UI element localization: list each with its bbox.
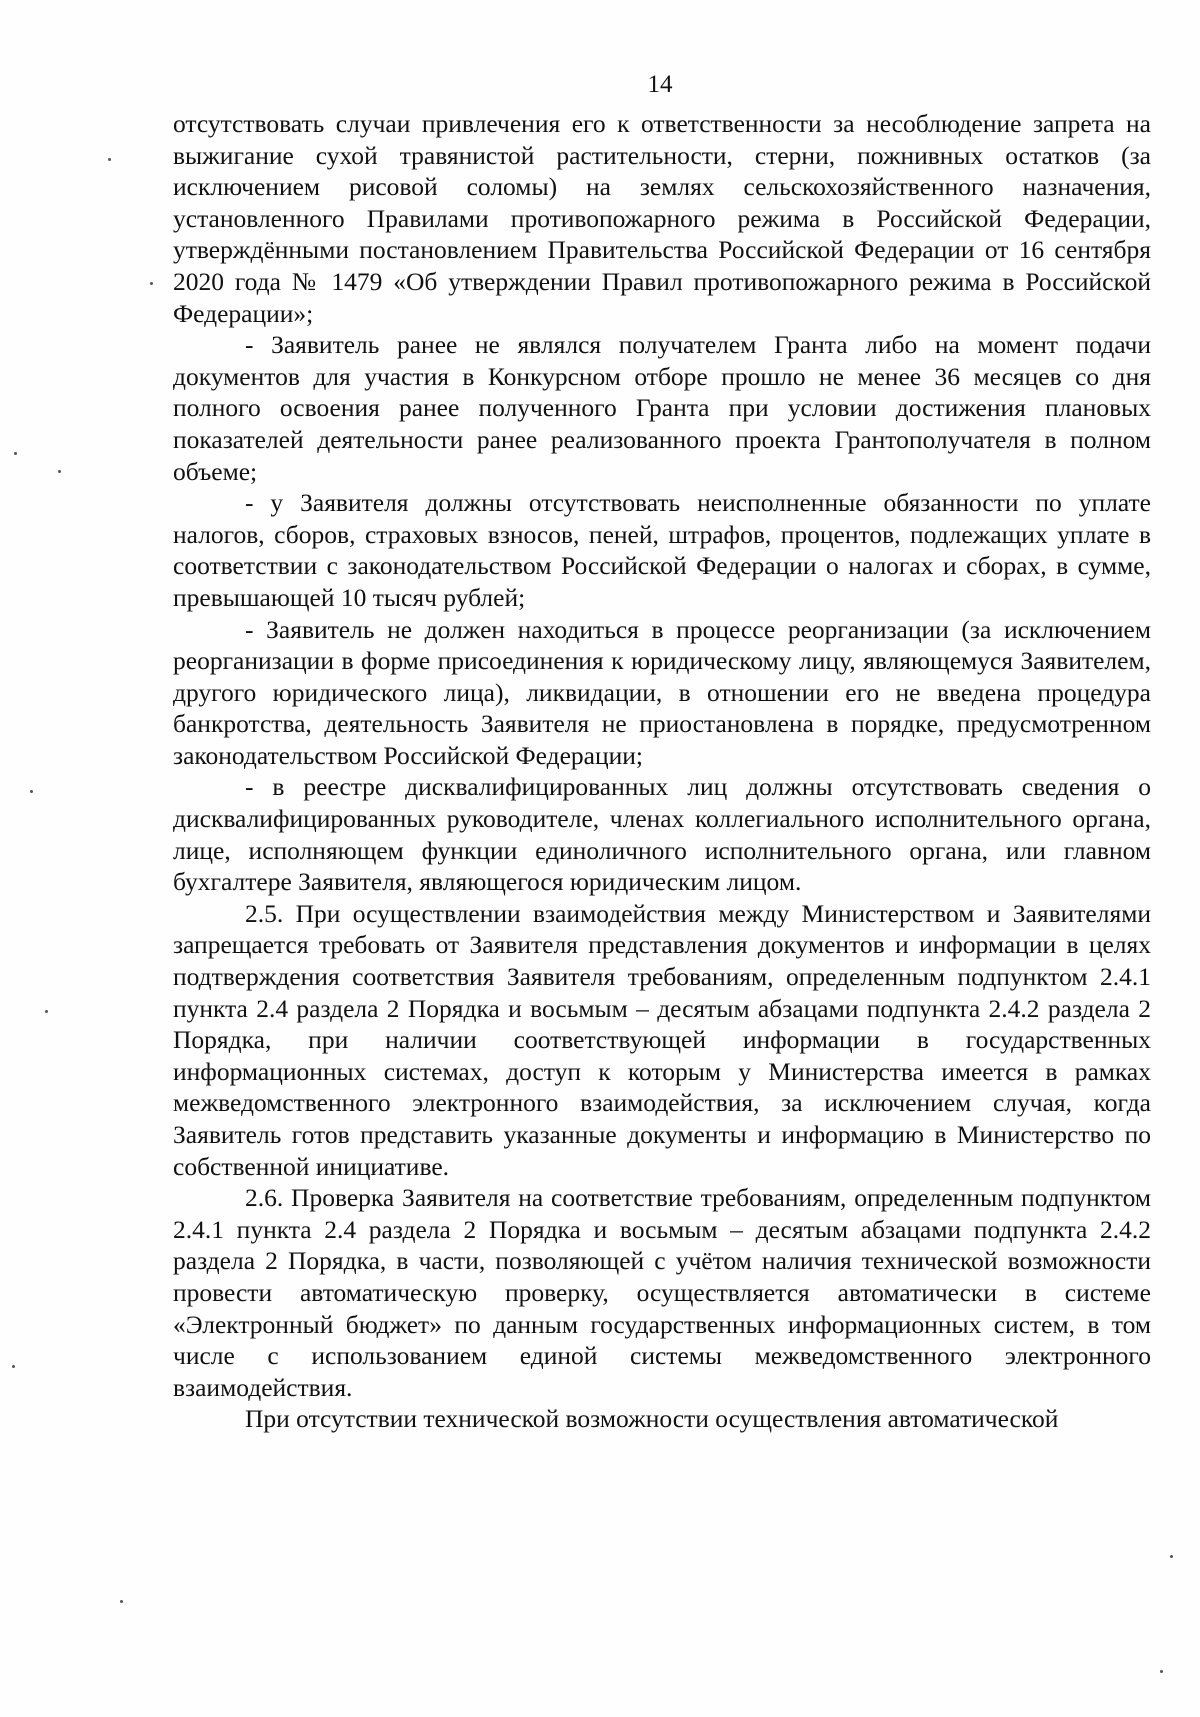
paragraph-requirement-reorganization: - Заявитель не должен находиться в процессе реорганизации (за исключением реорганизации в форме присоединения к юридическому лицу, являющемуся Заявителем, другого юридического лица), ликвидации, в отношении его не введена процедура банкротства, деятельность Заявителя не приостановлена в порядке, предусмотренном законодательством Российской Федерации; (173, 614, 1151, 770)
scan-speck (1170, 1555, 1173, 1558)
page-number: 14 (647, 71, 673, 98)
paragraph-requirement-grant: - Заявитель ранее не являлся получателем Гранта либо на момент подачи документов для участия в Конкурсном отборе прошло не менее 36 месяцев со дня полного освоения ранее полученного Гранта при условии достижения плановых показателей деятельности ранее реализованного проекта Грантополучателя в полном объеме; (173, 330, 1151, 486)
scan-speck (150, 282, 153, 285)
scan-speck (1160, 1670, 1163, 1673)
scan-speck (14, 452, 17, 455)
scan-speck (120, 1600, 123, 1603)
scan-speck (108, 158, 111, 161)
scan-speck (12, 1365, 15, 1368)
document-body (173, 108, 1151, 1435)
paragraph-continuation: отсутствовать случаи привлечения его к ответственности за несоблюдение запрета на выжигание сухой травянистой растительности, стерни, пожнивных остатков (за исключением рисовой соломы) на землях сельскохозяйственного назначения, установленного Правилами противопожарного режима в Российской Федерации, утверждёнными постановлением Правительства Российской Федерации от 16 сентября 2020 года № 1479 «Об утверждении Правил противопожарного режима в Российской Федерации»; (173, 109, 1151, 328)
paragraph-requirement-taxes: - у Заявителя должны отсутствовать неисполненные обязанности по уплате налогов, сборов, страховых взносов, пеней, штрафов, процентов, подлежащих уплате в соответствии с законодательством Российской Федерации о налогах и сборах, в сумме, превышающей 10 тысяч рублей; (173, 488, 1151, 612)
scan-speck (30, 790, 33, 793)
paragraph-2-6: 2.6. Проверка Заявителя на соответствие требованиям, определенным подпунктом 2.4.1 пункта 2.4 раздела 2 Порядка и восьмым – десятым абзацами подпункта 2.4.2 раздела 2 Порядка, в части, позволяющей с учётом наличия технической возможности провести автоматическую проверку, осуществляется автоматически в системе «Электронный бюджет» по данным государственных информационных систем, в том числе с использованием единой системы межведомственного электронного взаимодействия. (173, 1183, 1151, 1402)
paragraph-requirement-disqualified: - в реестре дисквалифицированных лиц должны отсутствовать сведения о дисквалифицированных руководителе, членах коллегиального исполнительного органа, лице, исполняющем функции единоличного исполнительного органа, или главном бухгалтере Заявителя, являющегося юридическим лицом. (173, 772, 1151, 897)
paragraph-final: При отсутствии технической возможности осуществления автоматической (245, 1404, 1059, 1434)
scan-speck (58, 470, 61, 473)
scan-speck (45, 1010, 48, 1013)
paragraph-2-5: 2.5. При осуществлении взаимодействия между Министерством и Заявителями запрещается требовать от Заявителя представления документов и информации в целях подтверждения соответствия Заявителя требованиям, определенным подпунктом 2.4.1 пункта 2.4 раздела 2 Порядка и восьмым – десятым абзацами подпункта 2.4.2 раздела 2 Порядка, при наличии соответствующей информации в государственных информационных системах, доступ к которым у Министерства имеется в рамках межведомственного электронного взаимодействия, за исключением случая, когда Заявитель готов представить указанные документы и информацию в Министерство по собственной инициативе. (173, 898, 1151, 1181)
